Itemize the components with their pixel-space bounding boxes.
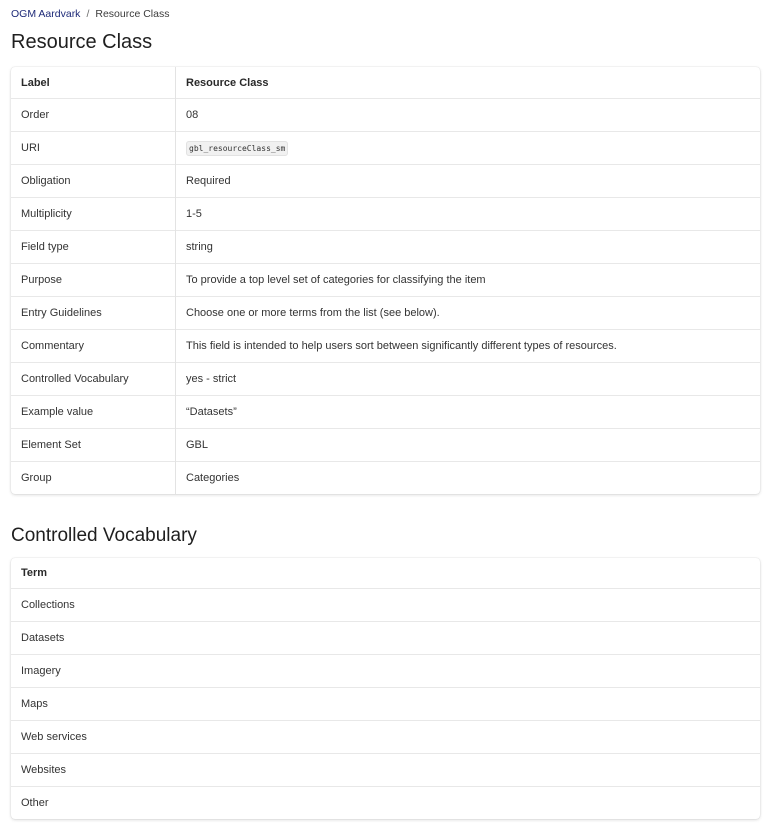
row-value: string: [176, 231, 761, 264]
row-value: yes - strict: [176, 363, 761, 396]
row-label: Obligation: [11, 165, 176, 198]
table-row: [11, 396, 760, 429]
properties-header-label: Label: [11, 67, 176, 99]
list-item: [11, 787, 760, 820]
table-row: [11, 165, 760, 198]
properties-table: [11, 67, 760, 494]
row-value: 1-5: [176, 198, 761, 231]
table-row: [11, 429, 760, 462]
table-row: [11, 132, 760, 165]
row-label: Field type: [11, 231, 176, 264]
vocabulary-term: Web services: [11, 721, 760, 754]
row-label: Controlled Vocabulary: [11, 363, 176, 396]
table-row: [11, 297, 760, 330]
row-value: 08: [176, 99, 761, 132]
vocabulary-term: Imagery: [11, 655, 760, 688]
row-label: Group: [11, 462, 176, 495]
breadcrumb-current: Resource Class: [95, 7, 170, 20]
vocabulary-term: Datasets: [11, 622, 760, 655]
row-value: To provide a top level set of categories for classifying the item: [176, 264, 761, 297]
row-label: Commentary: [11, 330, 176, 363]
page-title: Resource Class: [11, 31, 153, 53]
properties-header-value: Resource Class: [186, 76, 269, 89]
vocabulary-header-term: Term: [21, 567, 48, 579]
list-item: [11, 688, 760, 721]
breadcrumb: [11, 0, 760, 26]
table-row: [11, 198, 760, 231]
properties-card: [11, 67, 760, 494]
table-row: [11, 330, 760, 363]
table-row: [11, 264, 760, 297]
vocabulary-term: Other: [11, 787, 760, 820]
properties-header-row: [11, 67, 760, 99]
vocabulary-term: Maps: [11, 688, 760, 721]
list-item: [11, 655, 760, 688]
row-value: GBL: [176, 429, 761, 462]
row-value: Categories: [176, 462, 761, 495]
vocabulary-table: [11, 558, 760, 819]
row-value: “Datasets”: [176, 396, 761, 429]
uri-code: gbl_resourceClass_sm: [186, 141, 288, 156]
row-value: This field is intended to help users sort between significantly different types of resources.: [176, 330, 761, 363]
row-value: [176, 132, 761, 165]
list-item: [11, 589, 760, 622]
controlled-vocabulary-heading: Controlled Vocabulary: [11, 525, 197, 546]
list-item: [11, 622, 760, 655]
row-label: Order: [11, 99, 176, 132]
table-row: [11, 363, 760, 396]
list-item: [11, 754, 760, 787]
table-row: [11, 99, 760, 132]
table-row: [11, 231, 760, 264]
row-value: Required: [176, 165, 761, 198]
vocabulary-header-row: [11, 558, 760, 589]
vocabulary-term: Websites: [11, 754, 760, 787]
row-label: Multiplicity: [11, 198, 176, 231]
row-label: Purpose: [11, 264, 176, 297]
vocabulary-term: Collections: [11, 589, 760, 622]
row-label: URI: [11, 132, 176, 165]
vocabulary-card: [11, 558, 760, 819]
list-item: [11, 721, 760, 754]
breadcrumb-separator: /: [86, 7, 90, 20]
breadcrumb-link-ogm-aardvark[interactable]: OGM Aardvark: [11, 7, 81, 20]
table-row: [11, 462, 760, 495]
row-label: Example value: [11, 396, 176, 429]
row-label: Element Set: [11, 429, 176, 462]
row-label: Entry Guidelines: [11, 297, 176, 330]
row-value: Choose one or more terms from the list (see below).: [176, 297, 761, 330]
